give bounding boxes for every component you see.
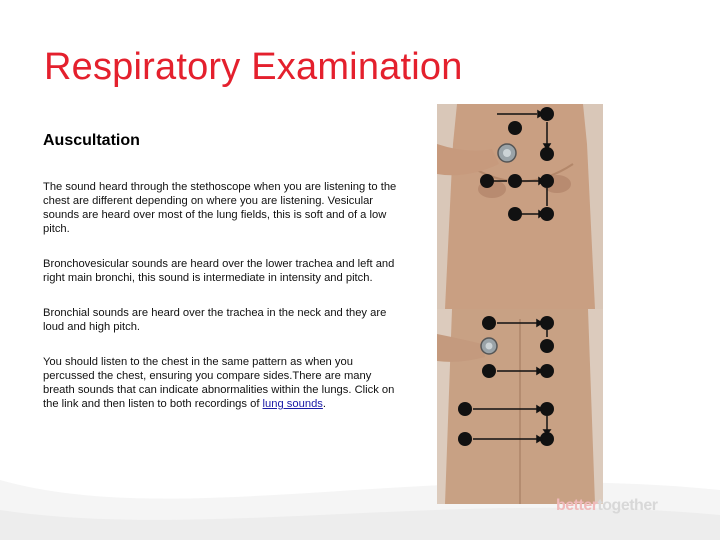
background-swoosh bbox=[0, 420, 720, 540]
logo-better: better bbox=[556, 497, 598, 514]
stethoscope-icon bbox=[481, 338, 497, 354]
body-text bbox=[43, 180, 398, 432]
paragraph-vesicular: The sound heard through the stethoscope when you are listening to the chest are different depending on where you are listening. Vesicular sounds are heard over most of the lung fields, this is soft and of a low pitch. bbox=[43, 181, 397, 235]
section-subtitle: Auscultation bbox=[43, 132, 140, 149]
instructions-text: You should listen to the chest in the same pattern as when you percussed the chest, ensuring you compare sides.There are many breath sounds that can indicate abnormalities within the lungs. Click on the link and then listen to both recordings of bbox=[43, 356, 395, 410]
lung-sounds-link[interactable]: lung sounds bbox=[262, 398, 323, 410]
chest-front-photo bbox=[437, 104, 603, 309]
paragraph-instructions bbox=[43, 355, 398, 411]
paragraph-bronchial: Bronchial sounds are heard over the trachea in the neck and they are loud and high pitch. bbox=[43, 307, 387, 333]
logo-together: together bbox=[597, 497, 658, 514]
better-together-logo bbox=[556, 497, 657, 515]
paragraph-bronchovesicular: Bronchovesicular sounds are heard over the lower trachea and left and right main bronchi, this sound is intermediate in intensity and pitch. bbox=[43, 258, 395, 284]
instructions-end: . bbox=[322, 398, 326, 410]
page-title: Respiratory Examination bbox=[44, 46, 463, 88]
stethoscope-icon bbox=[498, 144, 516, 162]
auscultation-photos bbox=[437, 104, 603, 504]
chest-back-photo bbox=[437, 309, 603, 504]
